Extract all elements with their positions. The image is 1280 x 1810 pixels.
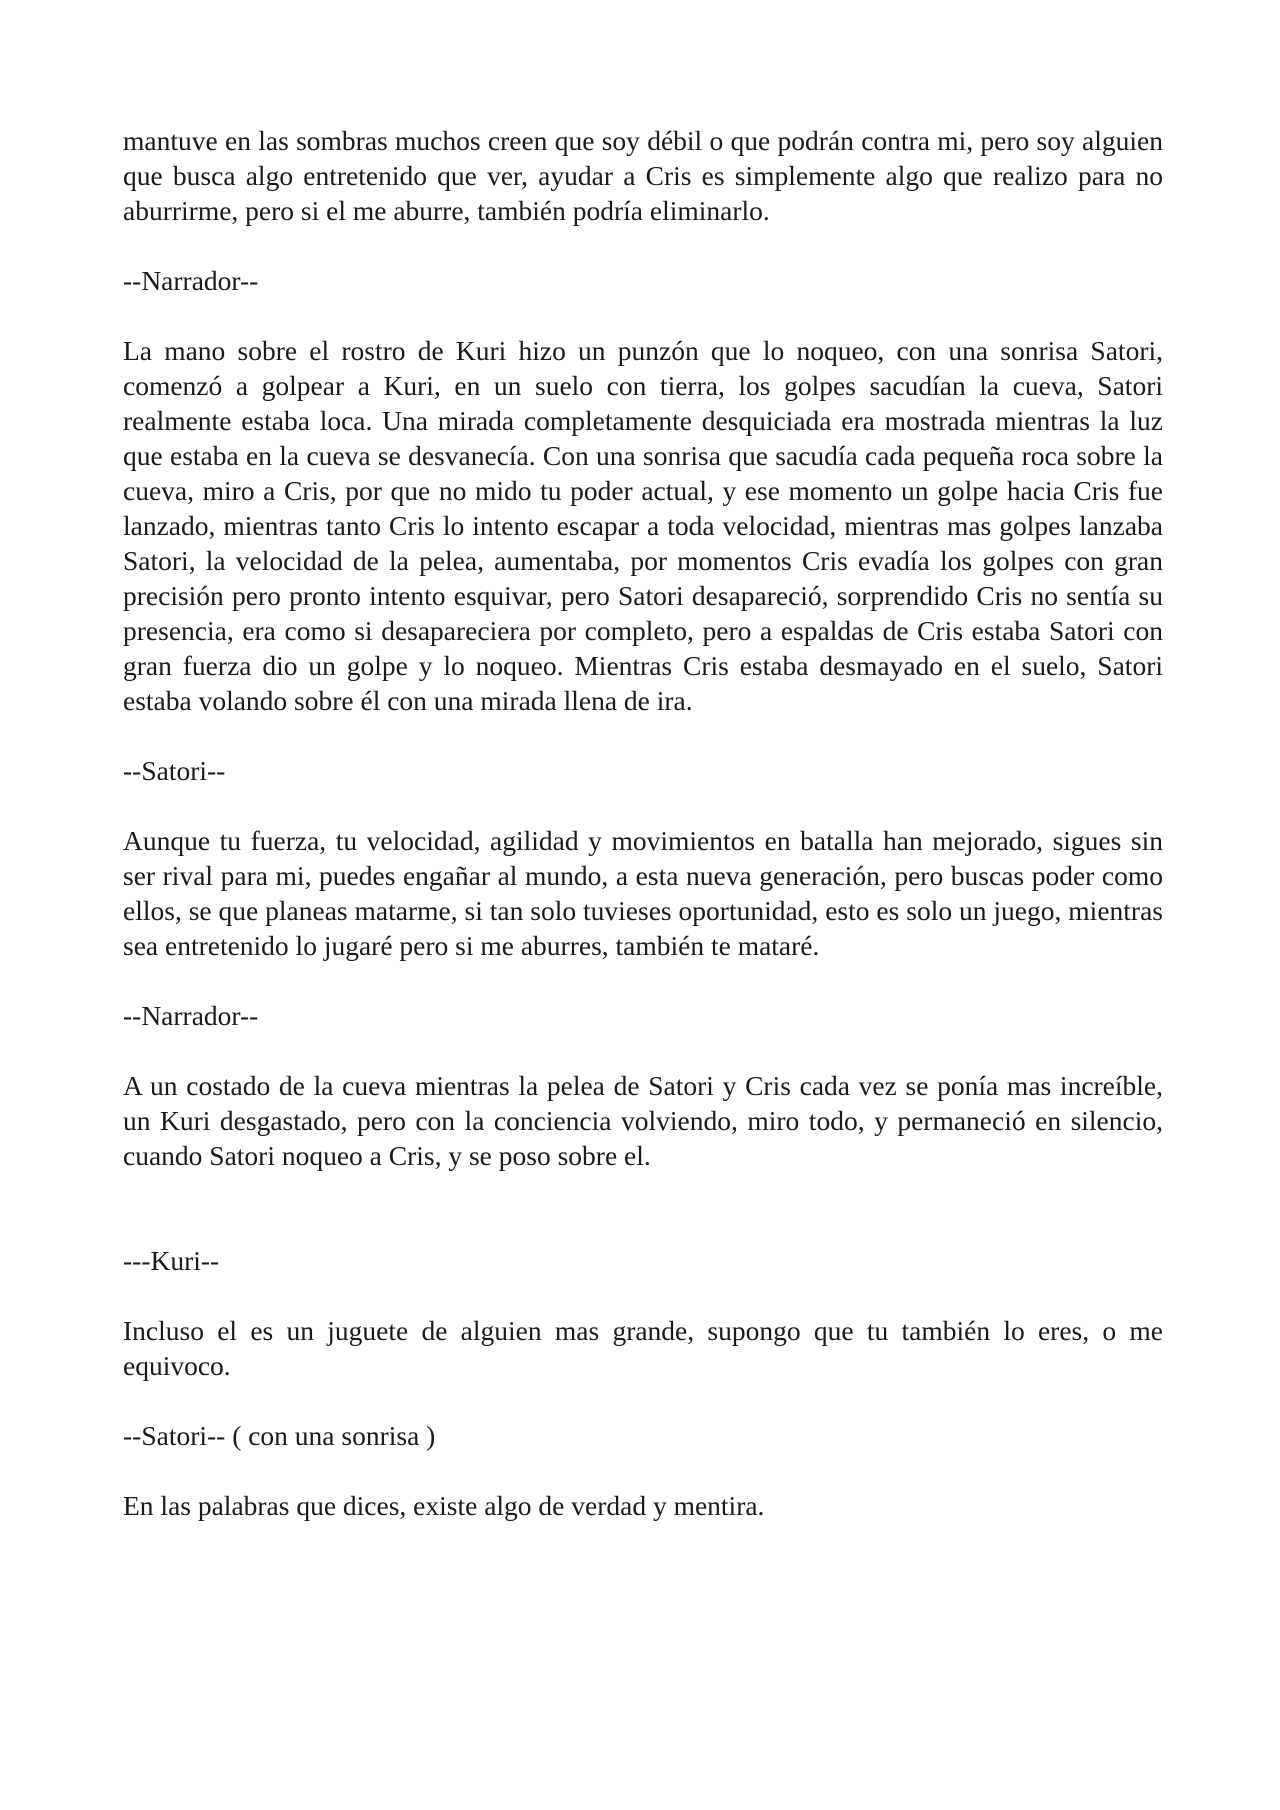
paragraph: Aunque tu fuerza, tu velocidad, agilidad y movimientos en batalla han mejorado, sigues sin ser rival para mi, puedes engañar al mundo, a esta nueva generación, pero buscas poder como ellos, se que planeas matarme, si tan solo tuvieses oportunidad, esto es solo un juego, mientras sea entretenido lo jugaré pero si me aburres, también te mataré.: [123, 825, 1163, 961]
speaker-label: --Satori-- ( con una sonrisa ): [123, 1420, 436, 1451]
paragraph: mantuve en las sombras muchos creen que soy débil o que podrán contra mi, pero soy alguien que busca algo entretenido que ver, ayudar a Cris es simplemente algo que realizo para no aburrirme, pero si el me aburre, también podría eliminarlo.: [123, 125, 1163, 226]
speaker-label: --Narrador--: [123, 1000, 259, 1031]
blank-line: [123, 1208, 1163, 1243]
document-page: [123, 123, 1163, 1558]
paragraph: La mano sobre el rostro de Kuri hizo un punzón que lo noqueo, con una sonrisa Satori, comenzó a golpear a Kuri, en un suelo con tierra, los golpes sacudían la cueva, Satori realmente estaba loca. Una mirada completamente desquiciada era mostrada mientras la luz que estaba en la cueva se desvanecía. Con una sonrisa que sacudía cada pequeña roca sobre la cueva, miro a Cris, por que no mido tu poder actual, y ese momento un golpe hacia Cris fue lanzado, mientras tanto Cris lo intento escapar a toda velocidad, mientras mas golpes lanzaba Satori, la velocidad de la pelea, aumentaba, por momentos Cris evadía los golpes con gran precisión pero pronto intento esquivar, pero Satori desapareció, sorprendido Cris no sentía su presencia, era como si desapareciera por completo, pero a espaldas de Cris estaba Satori con gran fuerza dio un golpe y lo noqueo. Mientras Cris estaba desmayado en el suelo, Satori estaba volando sobre él con una mirada llena de ira.: [123, 335, 1163, 716]
speaker-label: --Satori--: [123, 755, 226, 786]
speaker-label: ---Kuri--: [123, 1245, 220, 1276]
speaker-label: --Narrador--: [123, 265, 259, 296]
paragraph: Incluso el es un juguete de alguien mas grande, supongo que tu también lo eres, o me equivoco.: [123, 1315, 1163, 1381]
paragraph: En las palabras que dices, existe algo de verdad y mentira.: [123, 1490, 765, 1521]
paragraph: A un costado de la cueva mientras la pelea de Satori y Cris cada vez se ponía mas increíble, un Kuri desgastado, pero con la conciencia volviendo, miro todo, y permaneció en silencio, cuando Satori noqueo a Cris, y se poso sobre el.: [123, 1070, 1163, 1171]
